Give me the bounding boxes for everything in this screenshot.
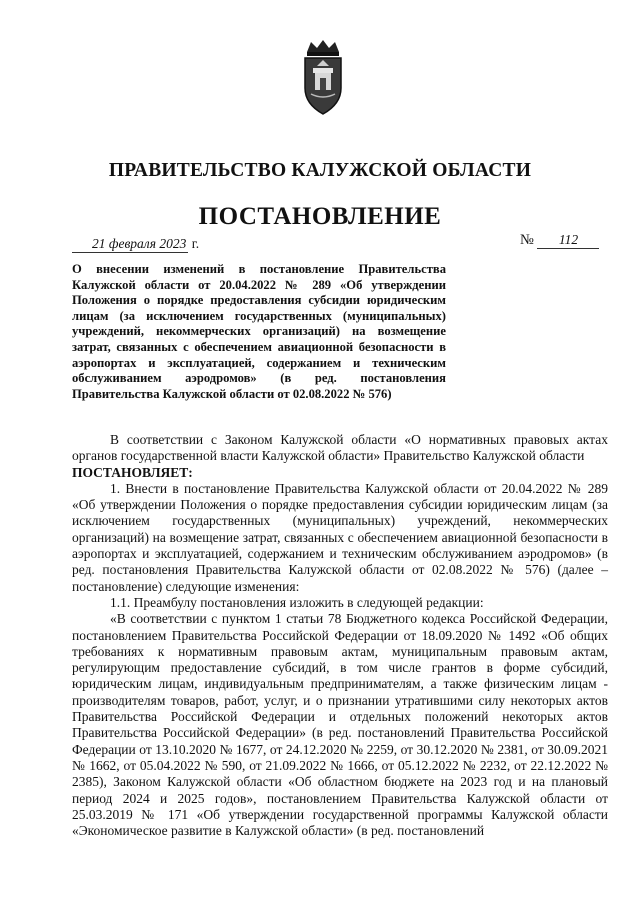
coat-of-arms-icon [297, 38, 349, 118]
item-1-1-paragraph: 1.1. Преамбулу постановления изложить в следующей редакции: [110, 594, 484, 610]
item-1-paragraph: 1. Внести в постановление Правительства Калужской области от 20.04.2022 № 289 «Об утверждении Положения о порядке предоставления субсидии юридическим лицам (за исключением государственных (муниципальных) учреждений, некоммерческих организаций) на возмещение затрат, связанных с обеспечением авиационной безопасности в аэропортах и эксплуатацией, содержанием и техническим обслуживанием аэродромов» (в ред. постановления Правительства Калужской области от 02.08.2022 № 576) (далее – постановление) следующие изменения: [72, 480, 608, 594]
document-number [520, 232, 599, 249]
date-value: 21 февраля 2023 [72, 236, 188, 253]
document-date [72, 236, 199, 253]
number-label: № [520, 232, 534, 248]
date-suffix: г. [191, 236, 200, 251]
government-name: ПРАВИТЕЛЬСТВО КАЛУЖСКОЙ ОБЛАСТИ [108, 160, 532, 181]
document-type: ПОСТАНОВЛЕНИЕ [198, 203, 442, 230]
preamble-paragraph: В соответствии с Законом Калужской области «О нормативных правовых актах органов государственной власти Калужской области» Правительство Калужской области [72, 432, 608, 464]
number-value: 112 [537, 232, 599, 249]
quoted-preamble-paragraph: «В соответствии с пунктом 1 статьи 78 Бюджетного кодекса Российской Федерации, постановлением Правительства Российской Федерации от 18.09.2020 № 1492 «Об общих требованиях к нормативным правовым актам, муниципальным правовым актам, регулирующим предоставление субсидий, в том числе грантов в форме субсидий, юридическим лицам, индивидуальным предпринимателям, а также физическим лицам - производителям товаров, работ, услуг, и о признании утратившими силу некоторых актов Правительства Российской Федерации и отдельных положений некоторых актов Правительства Российской Федерации» (в ред. постановлений Правительства Российской Федерации от 13.10.2020 № 1677, от 24.12.2020 № 2259, от 30.12.2020 № 2381, от 30.09.2021 № 1662, от 05.04.2022 № 590, от 21.09.2022 № 1666, от 05.12.2022 № 2232, от 22.12.2022 № 2385), Законом Калужской области «Об областном бюджете на 2023 год и на плановый период 2024 и 2025 годов», постановлением Правительства Калужской области от 25.03.2019 № 171 «Об утверждении государственной программы Калужской области «Экономическое развитие в Калужской области» (в ред. постановлений [72, 611, 608, 839]
resolves-heading: ПОСТАНОВЛЯЕТ: [72, 464, 193, 480]
document-body [72, 432, 608, 839]
document-title: О внесении изменений в постановление Правительства Калужской области от 20.04.2022 № 289 «Об утверждении Положения о порядке предоставления субсидии юридическим лицам (за исключением государственных (муниципальных) учреждений, некоммерческих организаций) на возмещение затрат, связанных с обеспечением авиационной безопасности в аэропортах и эксплуатацией, содержанием и техническим обслуживанием аэродромов» (в ред. постановления Правительства Калужской области от 02.08.2022 № 576) [72, 262, 446, 401]
